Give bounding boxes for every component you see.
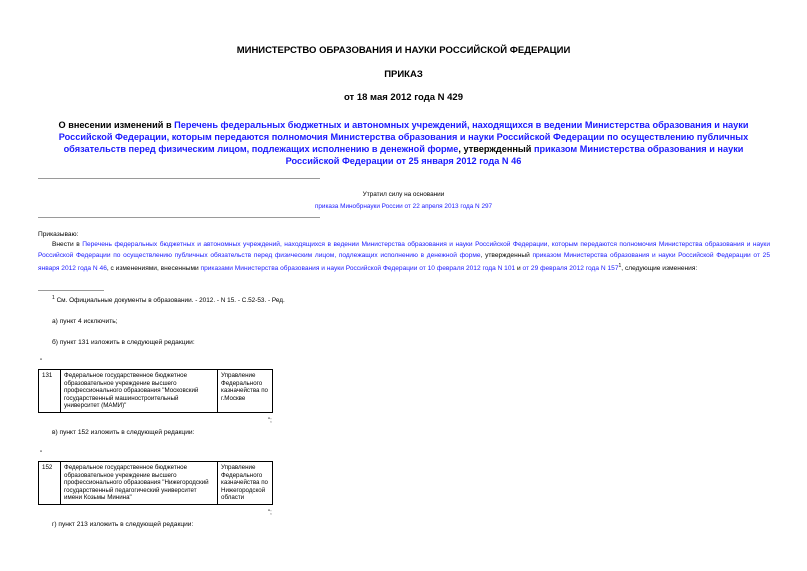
footnote: $^1$ См. Официальные документы в образовании. - 2012. - N 15. - С.52-53. - Ред. xyxy=(52,295,285,305)
item-a: а) пункт 4 исключить; xyxy=(52,318,118,325)
item-b: б) пункт 131 изложить в следующей редакции: xyxy=(52,339,195,346)
table-row xyxy=(39,462,273,505)
footnote-divider xyxy=(38,290,104,291)
title-link-list[interactable]: Перечень федеральных бюджетных и автономных учреждений, находящихся в ведении Министерства образования и науки Российской Федерации, которым передаются полномочия Министерства образования и науки Российской Федерации по осуществлению публичных обязательств перед физическим лицом, подлежащих исполнению в денежной форме xyxy=(58,120,749,154)
order-word: Приказываю: xyxy=(38,231,79,238)
institution-name: Федеральное государственное бюджетное образовательное учреждение высшего профессионального образования "Нижегородский государственный педагогический университет имени Козьмы Минина" xyxy=(61,462,218,505)
doc-type-heading: ПРИКАЗ xyxy=(384,69,423,80)
divider xyxy=(38,217,320,218)
row-number: 152 xyxy=(39,462,61,505)
treasury-office: Управление Федерального казначейства по Нижегородской области xyxy=(218,462,273,505)
p1-link-order-157[interactable]: от 29 февраля 2012 года N 157 xyxy=(522,265,619,273)
divider xyxy=(38,178,320,179)
status-link[interactable]: приказа Минобрнауки России от 22 апреля 2013 года N 297 xyxy=(314,203,493,210)
doc-date-number: от 18 мая 2012 года N 429 xyxy=(343,92,464,103)
table-131 xyxy=(38,369,273,413)
p1-link-list[interactable]: Перечень федеральных бюджетных и автономных учреждений, находящихся в ведении Министерства образования и науки Российской Федерации, которым передаются полномочия Министерства образования и науки Российской Федерации по осуществлению публичных обязательств перед физическим лицом, подлежащих исполнению в денежной форме xyxy=(38,241,771,259)
quote-close: "; xyxy=(268,510,272,516)
item-c: в) пункт 152 изложить в следующей редакции: xyxy=(52,429,195,436)
doc-title: О внесении изменений в Перечень федеральных бюджетных и автономных учреждений, находящихся в ведении Министерства образования и науки Российской Федерации, которым передаются полномочия Министерства образования и науки Российской Федерации по осуществлению публичных обязательств перед физическим лицом, подлежащих исполнению в денежной форме, утвержденный приказом Министерства образования и науки Российской Федерации от 25 января 2012 года N 46 xyxy=(58,120,749,166)
quote-open: " xyxy=(40,451,43,457)
quote-close: "; xyxy=(268,418,272,424)
title-link-order-46[interactable]: приказом Министерства образования и науки Российской Федерации от 25 января 2012 года N 46 xyxy=(285,144,744,166)
row-number: 131 xyxy=(39,370,61,413)
footnote-ref: 1 xyxy=(618,263,622,270)
p1-link-order-46[interactable]: приказом Министерства образования и науки Российской Федерации от 25 января 2012 года N 46 xyxy=(38,251,770,273)
ministry-heading: МИНИСТЕРСТВО ОБРАЗОВАНИЯ И НАУКИ РОССИЙСКОЙ ФЕДЕРАЦИИ xyxy=(236,45,571,56)
p1-link-order-101[interactable]: приказами Министерства образования и науки Российской Федерации от 10 февраля 2012 года N 101 xyxy=(200,265,516,273)
item-g: г) пункт 213 изложить в следующей редакции: xyxy=(52,521,194,528)
status-line: Утратил силу на основании xyxy=(362,191,445,198)
table-152 xyxy=(38,461,273,505)
table-row xyxy=(39,370,273,413)
quote-open: " xyxy=(40,359,43,365)
main-paragraph: Внести в Перечень федеральных бюджетных и автономных учреждений, находящихся в ведении Министерства образования и науки Российской Федерации, которым передаются полномочия Министерства образования и науки Российской Федерации по осуществлению публичных обязательств перед физическим лицом, подлежащих исполнению в денежной форме, утвержденный приказом Министерства образования и науки Российской Федерации от 25 января 2012 года N 46, с изменениями, внесенными приказами Министерства образования и науки Российской Федерации от 10 февраля 2012 года N 101 и от 29 февраля 2012 года N $157^1$, следующие изменения: xyxy=(38,241,771,273)
treasury-office: Управление Федерального казначейства по г.Москве xyxy=(218,370,273,413)
institution-name: Федеральное государственное бюджетное образовательное учреждение высшего профессионального образования "Московский государственный машиностроительный университет (МАМИ)" xyxy=(61,370,218,413)
